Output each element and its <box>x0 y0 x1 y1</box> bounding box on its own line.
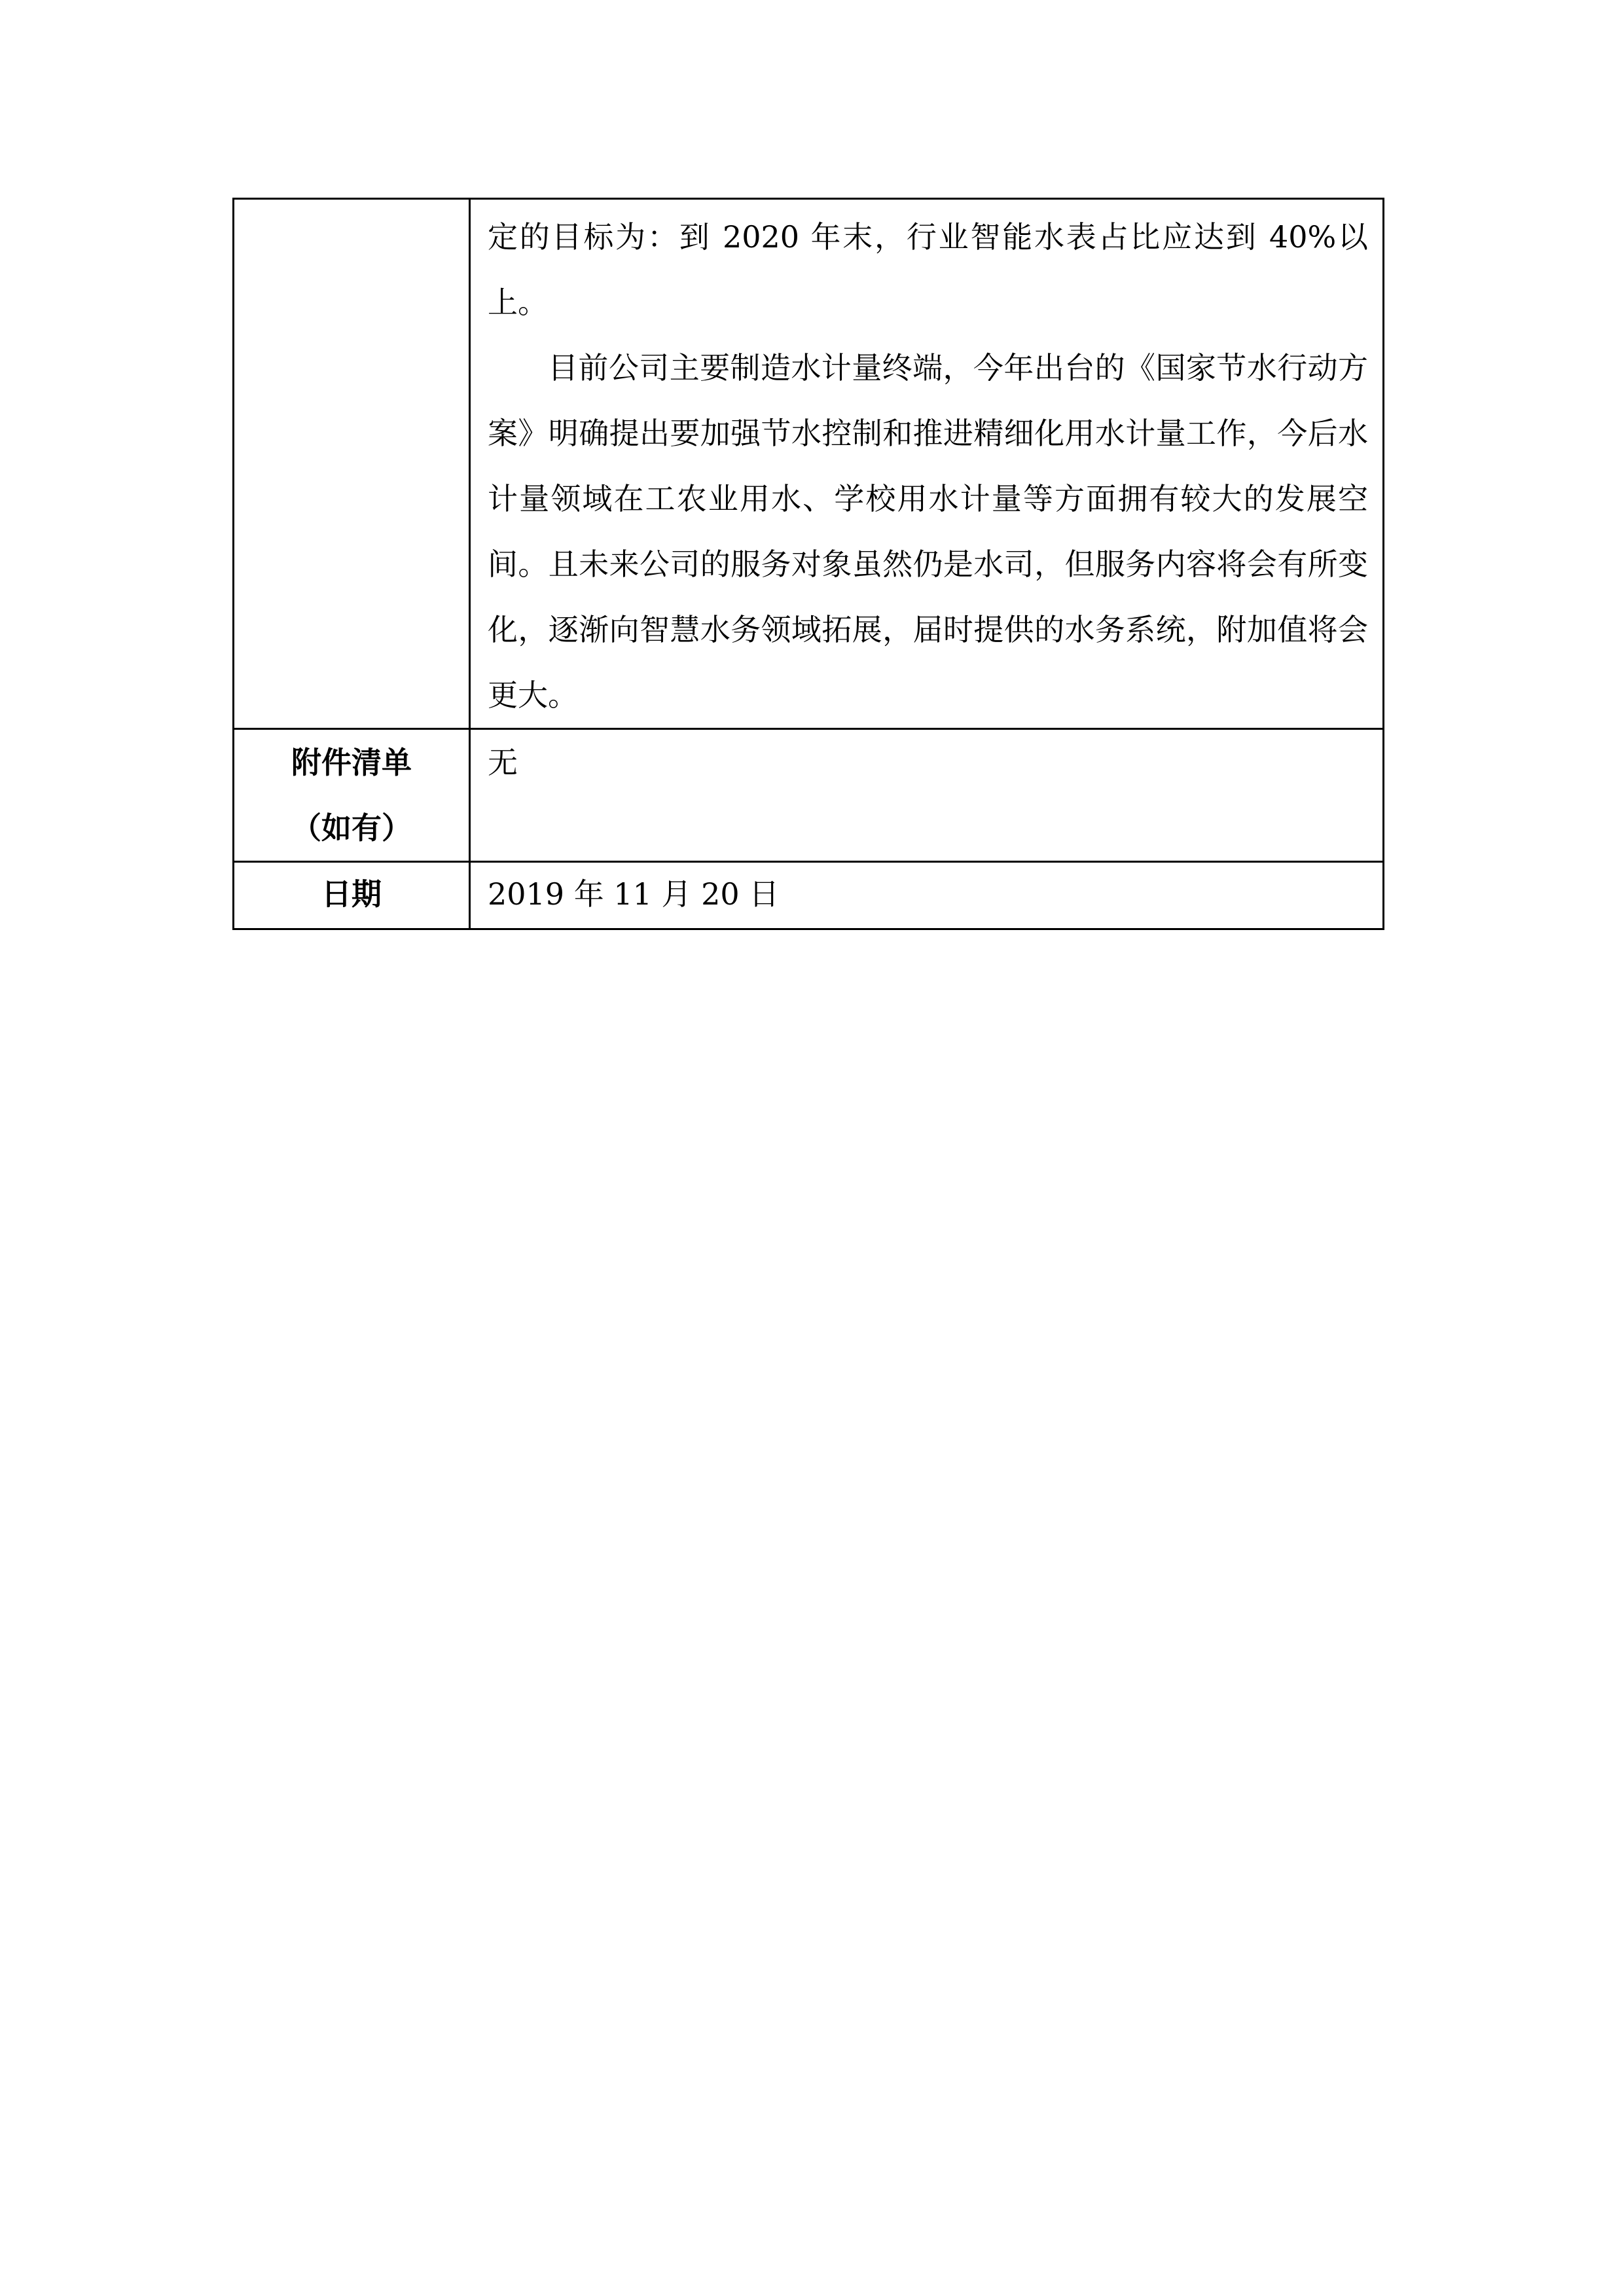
table-row-date <box>234 862 1384 929</box>
attachments-label-note: （如有） <box>291 810 412 846</box>
document-table <box>232 198 1384 930</box>
attachments-label: 附件清单 <box>291 745 412 780</box>
table-row-attachments <box>234 729 1384 862</box>
description-content-cell <box>470 199 1384 729</box>
date-label: 日期 <box>234 862 470 929</box>
paragraph-target: 定的目标为：到 2020 年末，行业智能水表占比应达到 40%以上。 <box>488 219 1368 320</box>
paragraph-company-outlook: 目前公司主要制造水计量终端，今年出台的《国家节水行动方案》明确提出要加强节水控制和推进精细化用水计量工作，今后水计量领域在工农业用水、学校用水计量等方面拥有较大的发展空间。且未来公司的服务对象虽然仍是水司，但服务内容将会有所变化，逐渐向智慧水务领域拓展，届时提供的水务系统，附加值将会更大。 <box>488 350 1368 713</box>
table-row-description <box>234 199 1384 729</box>
date-value: 2019 年 11 月 20 日 <box>470 862 1384 929</box>
attachments-label-cell <box>234 729 470 862</box>
attachments-value: 无 <box>470 729 1384 862</box>
description-label-cell <box>234 199 470 729</box>
